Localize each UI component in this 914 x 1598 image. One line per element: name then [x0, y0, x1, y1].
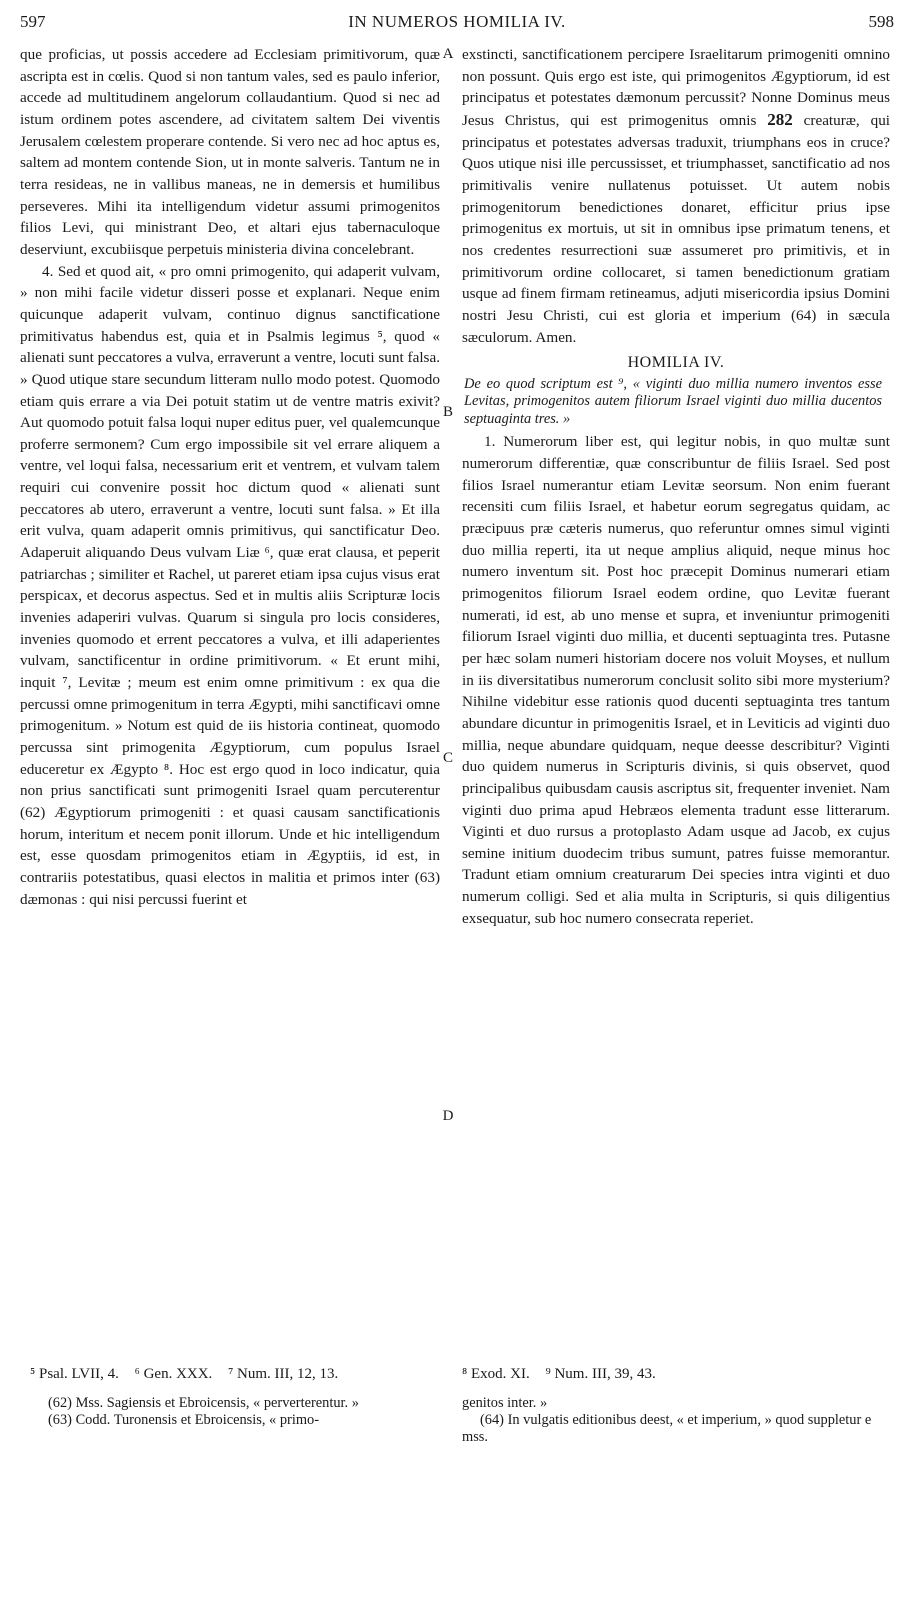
- footnote-64: (64) In vulgatis editionibus deest, « et imperium, » quod suppletur e mss.: [462, 1412, 872, 1445]
- left-column: [20, 44, 440, 910]
- scripture-ref: ⁵ Psal. LVII, 4.: [30, 1366, 119, 1382]
- homily-heading: HOMILIA IV.: [627, 354, 725, 372]
- scripture-ref: ⁸ Exod. XI.: [462, 1366, 530, 1382]
- right-paragraph-1: [462, 44, 890, 348]
- scripture-ref: ⁶ Gen. XXX.: [134, 1366, 213, 1382]
- homily-subtitle: De eo quod scriptum est ⁹, « viginti duo millia numero inventos esse Levitas, primogenitos autem filiorum Israel viginti duo millia ducentos septuaginta tres. »: [464, 375, 882, 427]
- footnotes-left: [30, 1366, 440, 1429]
- page-header: [20, 8, 894, 38]
- scripture-refs-left: [30, 1366, 440, 1383]
- margin-marker-d: D: [442, 1108, 454, 1124]
- scripture-refs-right: [462, 1366, 882, 1383]
- page-number-left: 597: [20, 12, 46, 31]
- right-paragraph-1-start: exstincti, sanctificationem percipere Israelitarum primogeniti omnino non possunt. Quis ergo est iste, qui primogenitos Ægyptiorum, id est principatus et potestates dæmonum percussit? Nonne Dominus meus Jesus Christus, qui est primogenitus omnis: [462, 46, 890, 129]
- right-paragraph-2: 1. Numerorum liber est, qui legitur nobis, in quo multæ sunt numerorum differentiæ, quæ conscribuntur de filiis Israel. Sed post filios Israel numerantur etiam Levitæ seorsum. Non enim fuerant recensiti cum filiis Israel, et habetur eorum segregatus quidam, ac præcipuus præ cæteris numerus, quo referuntur omnes simul viginti duo millia reperti, ita ut neque amplius aliquid, neque minus hoc numero inventum sit. Post hoc præcepit Dominus numerari etiam primogenitos filiorum Israel eodem ordine, quo Levitæ fuerant numerati, id est, ab uno mense et supra, et inveniuntur primogeniti filiorum Israel viginti duo millia, et ducenti septuaginta tres. Putasne per hæc solam numeri historiam docere nos voluit Moyses, et nullum in iis diversitatibus numerorum conclusit solito sibi more mysterium? Nihilne videbitur esse rationis quod ducenti septuaginta tres tantum abundare dicuntur in primogenitis Israel, et in Leviticis ad viginti duo millia, neque abundare quidquam, neque deesse describitur? Viginti duo quidem numerus in Scripturis divinis, si quis observet, quod principalibus quibusdam causis ascriptus sit, frequenter inveniet. Nam viginti duo prima apud Hebræos elementa tradunt esse litterarum. Viginti et duo rursus a protoplasto Adam usque ad Jacob, ex cujus semine initium duodecim tribus sumunt, patres fuisse memorantur. Tradunt etiam omnium creaturarum Dei species intra viginti et duo numerum colligi. Sed et alia multa in Scripturis, si quis diligentius exsequatur, sub hoc numero consecrata reperiet.: [462, 433, 890, 927]
- footnote-63: (63) Codd. Turonensis et Ebroicensis, « primo-: [48, 1412, 320, 1428]
- right-paragraph-1-end: creaturæ, qui principatus et potestates adversas traduxit, triumphans eos in cruce? Quos utique nisi ille percussisset, et triumphasset, sanctificatio ad nos primitivalis venire nullatenus potuisset. Ut autem nobis primogenitorum benedictiones donaret, efficitur prius ipse primogenitus ex mortuis, ut sit in omnibus ipse primatum tenens, et nos credentes resurrectioni suæ assumeret pro primitivis, et in primitivorum ordine collocaret, si tamen benedictionum gratiam usque ad finem firmam retineamus, adjuti misericordia ipsius Domini nostri Jesu Christi, cui est gloria et imperium (64) in sæcula sæculorum. Amen.: [462, 111, 891, 346]
- left-paragraph-1: que proficias, ut possis accedere ad Ecclesiam primitivorum, quæ ascripta est in cœlis. Quod si non tantum vales, sed es paulo inferior, accede ad multitudinem angelorum collaudantium. Quod si nec ad istum ordinem potes ascendere, ad civitatem saltem Dei viventis Jerusalem cœlestem properare contende. Si vero nec ad hoc aptus es, saltem ad montem contende Sion, ut in monte salveris. Tantum ne in terra resideas, ne in vallibus maneas, ne in demersis et humilibus perseveres. Mihi ita intelligendum videtur assumi primogenitos filios Levi, qui ministrant Deo, et altari ejus tabernaculoque deserviunt, excubiisque perpetuis ministeria divina concelebrant.: [20, 46, 440, 258]
- margin-marker-a: A: [442, 46, 454, 62]
- margin-marker-c: C: [442, 750, 453, 766]
- footnotes-right: [462, 1366, 882, 1446]
- column-number: 282: [767, 109, 793, 129]
- running-title: IN NUMEROS HOMILIA IV.: [348, 12, 566, 31]
- footnote-62: (62) Mss. Sagiensis et Ebroicensis, « perverterentur. »: [48, 1395, 359, 1411]
- page-number-right: 598: [868, 12, 894, 31]
- footnote-63-continued: genitos inter. »: [462, 1395, 548, 1411]
- right-column: [462, 44, 890, 929]
- left-paragraph-2: 4. Sed et quod ait, « pro omni primogenito, qui adaperit vulvam, » non mihi facile videtur disseri posse et explanari. Neque enim quicunque adaperit vulvam, continuo dignus sanctificatione primitivatus habendus est, quia et in Psalmis legimus ⁵, quod « alienati sunt peccatores a vulva, erraverunt a ventre, locuti sunt falsa. » Quod utique stare secundum litteram nullo modo potest. Quomodo etiam quis errare a via Dei potuit statim ut de ventre matris exivit? Aut quomodo potuit falsa loqui nuper editus puer, vel qualemcunque proferre sermonem? Cum ergo impossibile sit vel errare aliquem a ventre, vel loqui falsa, necessarium erit et ventrem, et vulvam talem requiri cui convenire possit hoc dictum quod « alienati sunt peccatores ab utero, erraverunt a ventre, locuti sunt falsa. » Et illa erit vulva, quam adaperit omnis primitivus, qui sanctificatur Deo. Adaperuit aliquando Deus vulvam Liæ ⁶, quæ erat clausa, et peperit patriarchas ; similiter et Rachel, ut pareret etiam ipsa cujus visus erat perspicax, et decorus aspectus. Sed et in multis aliis Scripturæ locis invenies adaperiri vulvas. Quarum si singula pro locis consideres, invenies quomodo et errent peccatores a vulva, et illi adaperientes vulvam, sanctificentur in ordine primitivorum. « Et erunt mihi, inquit ⁷, Levitæ ; meum est enim omne primitivum : ex qua die percussi omne primogenitum in terra Ægypti, mihi sanctificavi omne primogenitum. » Notum est quid de iis historia contineat, quomodo percussa sint primogenita Ægyptiorum, cum populus Israel educeretur ex Ægypto ⁸. Hoc est ergo quod in loco indicatur, quia non prius sanctificati sunt primogeniti Israel quam percuterentur (62) Ægyptiorum primogeniti : et quasi causam sanctificationis horum, interitum et necem ponit illorum. Unde et hic intelligendum est, esse quosdam primogenitos etiam in Ægyptiis, id est, in contrariis potestatibus, quasi electos in malitia et primos inter (63) dæmonas : qui nisi percussi fuerint et: [20, 262, 440, 908]
- margin-marker-b: B: [442, 404, 453, 420]
- scripture-ref: ⁹ Num. III, 39, 43.: [545, 1366, 656, 1382]
- scripture-ref: ⁷ Num. III, 12, 13.: [228, 1366, 339, 1382]
